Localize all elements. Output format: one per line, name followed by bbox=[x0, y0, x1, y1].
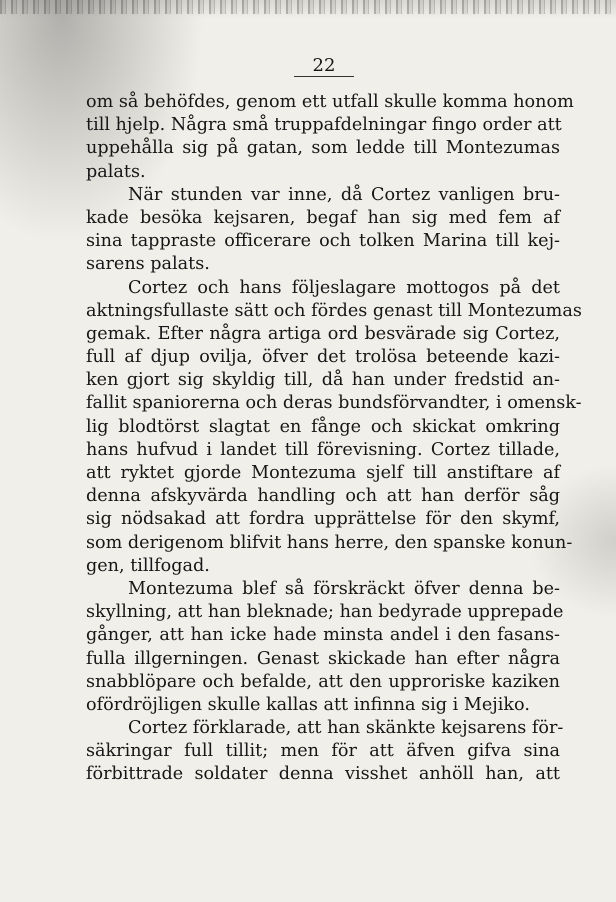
text-line: lig blodtörst slagtat en fånge och skickat omkring bbox=[86, 416, 560, 437]
scan-edge-shadow bbox=[0, 0, 616, 14]
text-line: skyllning, att han bleknade; han bedyrade upprepade bbox=[86, 602, 564, 623]
text-line: säkringar full tillit; men för att äfven gifva sina bbox=[86, 741, 560, 762]
text-line: aktningsfullaste sätt och fördes genast till Montezumas bbox=[86, 300, 582, 321]
text-line: uppehålla sig på gatan, som ledde till Montezumas bbox=[86, 138, 560, 159]
page-number: 22 bbox=[312, 55, 336, 76]
text-line: gen, tillfogad. bbox=[86, 555, 210, 576]
text-line: Cortez och hans följeslagare mottogos på det bbox=[128, 277, 560, 298]
text-line: denna afskyvärda handling och att han derför såg bbox=[86, 486, 560, 507]
text-line: palats. bbox=[86, 161, 146, 182]
text-line: full af djup ovilja, öfver det trolösa beteende kazi- bbox=[86, 347, 560, 368]
text-line: sig nödsakad att fordra upprättelse för den skymf, bbox=[86, 509, 560, 530]
text-line: sarens palats. bbox=[86, 254, 210, 275]
body-text bbox=[86, 91, 582, 787]
text-line: att ryktet gjorde Montezuma sjelf till anstiftare af bbox=[86, 463, 560, 483]
text-line: gemak. Efter några artiga ord besvärade sig Cortez, bbox=[86, 323, 560, 344]
text-line: gånger, att han icke hade minsta andel i den fasans- bbox=[86, 625, 560, 646]
text-line: snabblöpare och befalde, att den upproriske kaziken bbox=[86, 671, 560, 692]
text-line: förbittrade soldater denna visshet anhöll han, att bbox=[86, 764, 560, 785]
text-line: kade besöka kejsaren, begaf han sig med fem af bbox=[86, 207, 560, 228]
text-line: sina tappraste officerare och tolken Marina till kej- bbox=[86, 231, 560, 252]
text-line: som derigenom blifvit hans herre, den spanske konun- bbox=[86, 532, 573, 553]
text-line: om så behöfdes, genom ett utfall skulle komma honom bbox=[86, 92, 574, 112]
text-line: ken gjort sig skyldig till, då han under fredstid an- bbox=[86, 370, 560, 391]
text-line: fulla illgerningen. Genast skickade han efter några bbox=[86, 648, 560, 669]
text-line: Cortez förklarade, att han skänkte kejsarens för- bbox=[128, 718, 564, 739]
text-line: ofördröjligen skulle kallas att infinna sig i Mejiko. bbox=[86, 694, 530, 715]
text-line: till hjelp. Några små truppafdelningar fingo order att bbox=[86, 115, 562, 136]
text-line: hans hufvud i landet till förevisning. Cortez tillade, bbox=[86, 439, 560, 460]
text-line: Montezuma blef så förskräckt öfver denna be- bbox=[128, 578, 560, 599]
page-number-rule bbox=[294, 76, 354, 77]
text-line: När stunden var inne, då Cortez vanligen bru- bbox=[128, 184, 560, 205]
text-line: fallit spaniorerna och deras bundsförvandter, i omensk- bbox=[86, 393, 582, 414]
